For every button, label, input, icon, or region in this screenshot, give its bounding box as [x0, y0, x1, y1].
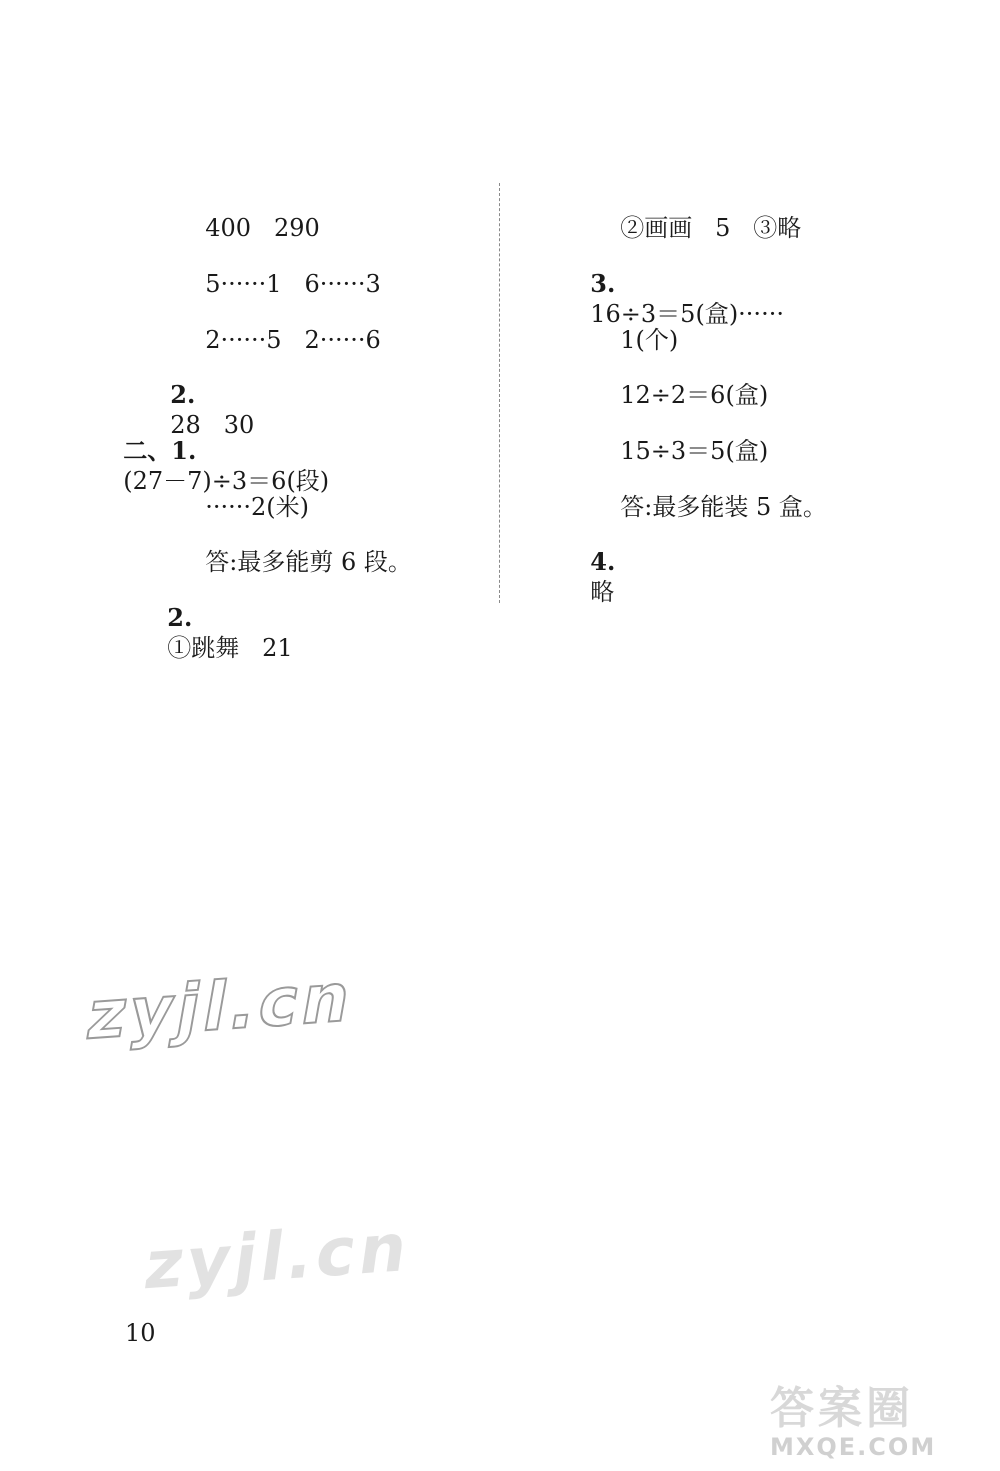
left-line-6-text: ······2(米)	[205, 493, 310, 521]
corner-logo-url: MXQE.COM	[770, 1433, 937, 1461]
left-line-5-text: (27－7)÷3＝6(段)	[123, 467, 330, 495]
right-line-6-text: 答:最多能装 5 盒。	[620, 493, 827, 521]
left-line-3	[190, 295, 381, 355]
right-line-3	[605, 295, 678, 355]
right-line-4	[605, 350, 768, 410]
left-line-1-text: 400 290	[205, 214, 320, 242]
right-line-1-text: ②画画 5 ③略	[620, 214, 802, 242]
watermark-solid: zyjl.cn	[139, 1208, 417, 1305]
left-line-2-text: 5······1 6······3	[205, 270, 381, 298]
left-line-5-label: 二、1.	[123, 436, 197, 465]
left-line-4-text: 28 30	[170, 411, 255, 439]
right-line-6	[605, 462, 827, 522]
right-line-7	[575, 517, 615, 607]
left-line-8-label: 2.	[167, 603, 193, 632]
left-line-7-text: 答:最多能剪 6 段。	[205, 548, 412, 576]
right-line-5	[605, 406, 768, 466]
right-line-7-label: 4.	[590, 547, 616, 576]
column-divider	[499, 183, 500, 603]
right-line-3-text: 1(个)	[620, 326, 679, 354]
right-line-5-text: 15÷3＝5(盒)	[620, 437, 769, 465]
right-line-7-text: 略	[590, 578, 615, 606]
right-line-2-text: 16÷3＝5(盒)······	[590, 300, 784, 328]
right-line-4-text: 12÷2＝6(盒)	[620, 381, 769, 409]
left-line-8	[152, 573, 293, 663]
corner-logo-title: 答案圈	[770, 1383, 914, 1434]
left-line-8-text: ①跳舞 21	[167, 634, 293, 662]
watermark-outline: zyjl.cn	[81, 958, 361, 1055]
corner-logo	[770, 1385, 990, 1467]
left-line-3-text: 2······5 2······6	[205, 326, 381, 354]
left-line-7	[190, 517, 412, 577]
left-line-4-label: 2.	[170, 380, 196, 409]
left-line-2	[190, 239, 381, 299]
page-number: 10	[125, 1319, 156, 1347]
left-line-6	[190, 462, 309, 522]
left-line-1	[190, 183, 320, 243]
right-line-2-label: 3.	[590, 269, 616, 298]
right-line-1	[605, 183, 801, 243]
